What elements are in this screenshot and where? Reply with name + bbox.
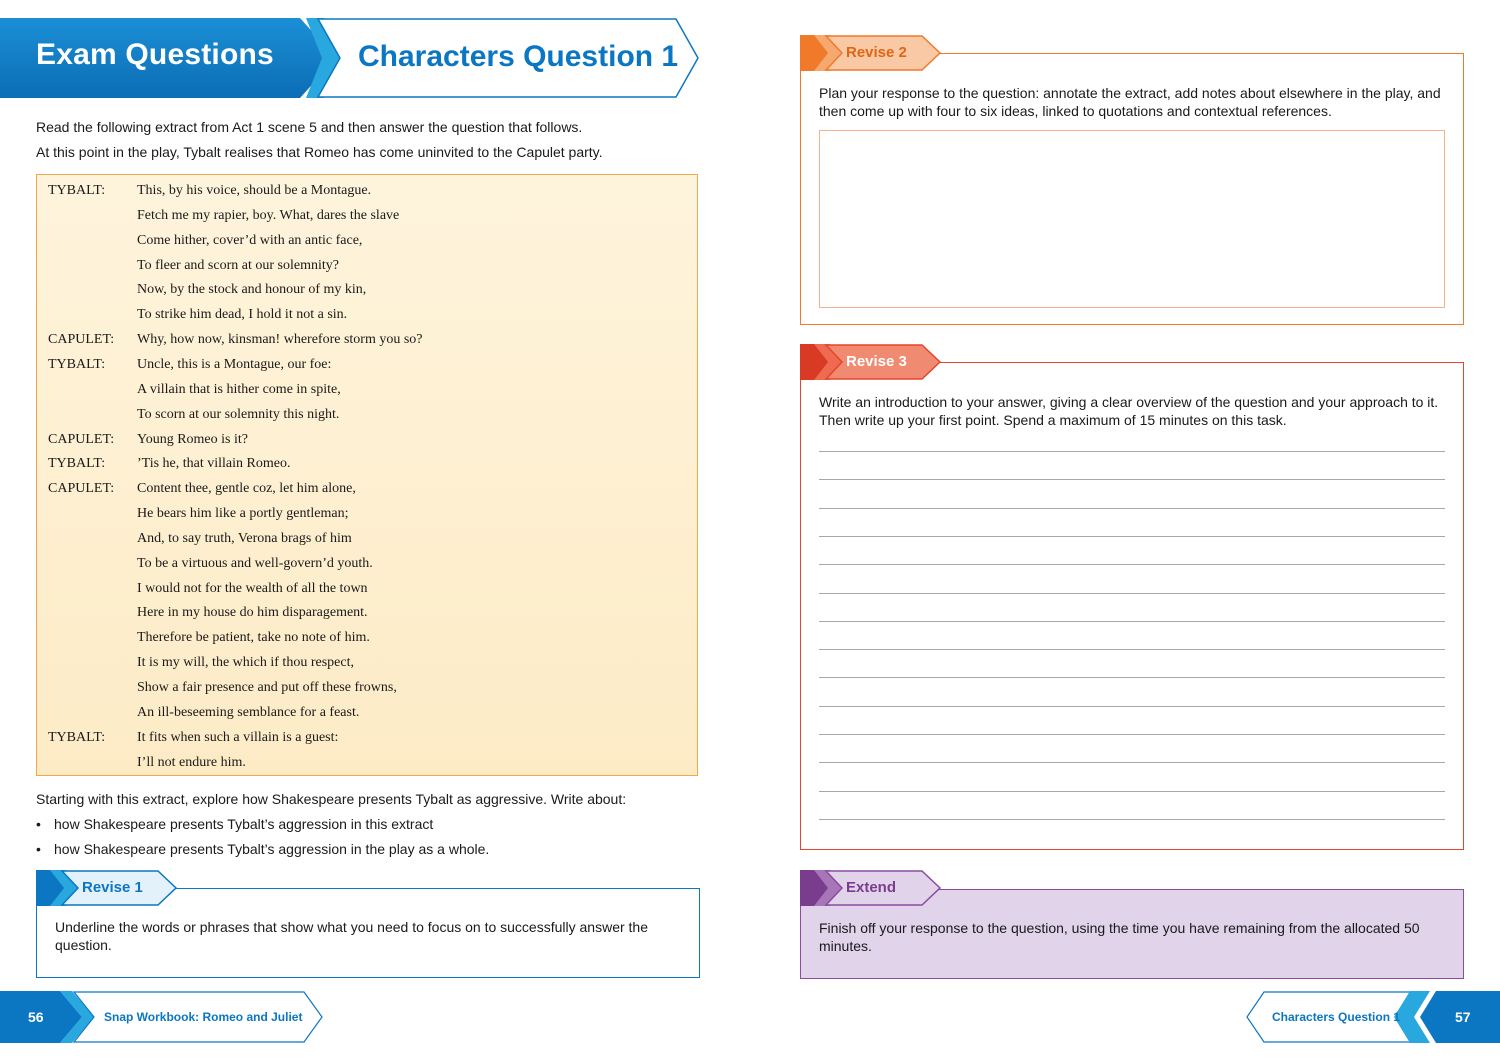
bullet-text: how Shakespeare presents Tybalt’s aggression in the play as a whole. xyxy=(54,841,490,857)
speech-text: I would not for the wealth of all the town xyxy=(137,580,368,596)
writing-line[interactable] xyxy=(819,762,1445,763)
task-intro: Starting with this extract, explore how Shakespeare presents Tybalt as aggressive. Write about: xyxy=(36,791,627,807)
extract-line xyxy=(37,278,697,303)
speaker-name: CAPULET: xyxy=(48,332,115,348)
speaker-name: TYBALT: xyxy=(48,356,106,372)
revise-3-tab xyxy=(800,344,942,380)
speaker-name: CAPULET: xyxy=(48,431,115,447)
writing-line[interactable] xyxy=(819,479,1445,480)
revise-1-label: Revise 1 xyxy=(82,879,143,896)
right-footer xyxy=(1240,991,1500,1043)
revise-2-box xyxy=(800,53,1464,325)
extract-line xyxy=(37,527,697,552)
writing-line[interactable] xyxy=(819,508,1445,509)
extract-line xyxy=(37,751,697,776)
revise-3-text: Write an introduction to your answer, giving a clear overview of the question and your approach to it. Then write up your first point. Spend a maximum of 15 minutes on this task. xyxy=(819,394,1439,428)
footer-title: Characters Question 1 xyxy=(1272,1010,1401,1024)
speech-text: ’Tis he, that villain Romeo. xyxy=(137,456,291,472)
extract-line xyxy=(37,204,697,229)
revise-3-box xyxy=(800,362,1464,850)
extract-line xyxy=(37,229,697,254)
bullet-marker: • xyxy=(36,841,41,857)
extract-line xyxy=(37,179,697,204)
speech-text: It is my will, the which if thou respect, xyxy=(137,655,354,671)
speech-text: He bears him like a portly gentleman; xyxy=(137,506,349,522)
bullet-text: how Shakespeare presents Tybalt’s aggression in this extract xyxy=(54,816,434,832)
extract-line xyxy=(37,626,697,651)
writing-line[interactable] xyxy=(819,706,1445,707)
speech-text: And, to say truth, Verona brags of him xyxy=(137,530,352,546)
speech-text: To strike him dead, I hold it not a sin. xyxy=(137,307,348,323)
bullet-item xyxy=(36,840,698,858)
page-number: 56 xyxy=(28,1009,44,1025)
extract-line xyxy=(37,353,697,378)
bullet-marker: • xyxy=(36,816,41,832)
revise-1-text: Underline the words or phrases that show what you need to focus on to successfully answer the question. xyxy=(55,919,648,953)
speaker-name: TYBALT: xyxy=(48,183,106,198)
extract-line xyxy=(37,577,697,602)
extract-line xyxy=(37,303,697,328)
speech-text: Content thee, gentle coz, let him alone, xyxy=(137,481,356,497)
extract-line xyxy=(37,403,697,428)
extract-line xyxy=(37,328,697,353)
page-title: Characters Question 1 xyxy=(358,40,679,73)
speech-text: I’ll not endure him. xyxy=(137,754,246,770)
extract-line xyxy=(37,502,697,527)
extend-text: Finish off your response to the question, using the time you have remaining from the allocated 50 minutes. xyxy=(819,920,1420,954)
writing-line[interactable] xyxy=(819,621,1445,622)
writing-line[interactable] xyxy=(819,593,1445,594)
extract-line xyxy=(37,676,697,701)
writing-line[interactable] xyxy=(819,819,1445,820)
left-page-header xyxy=(0,18,700,98)
revise-1-tab xyxy=(36,870,178,906)
left-footer xyxy=(0,991,330,1043)
speech-text: Uncle, this is a Montague, our foe: xyxy=(137,356,332,372)
speech-text: Young Romeo is it? xyxy=(137,431,248,447)
extract-line xyxy=(37,701,697,726)
speech-text: Therefore be patient, take no note of him. xyxy=(137,630,370,646)
speech-text: It fits when such a villain is a guest: xyxy=(137,729,339,745)
extract-line xyxy=(37,726,697,751)
intro-text-1: Read the following extract from Act 1 scene 5 and then answer the question that follows. xyxy=(36,119,583,135)
writing-line[interactable] xyxy=(819,451,1445,452)
writing-line[interactable] xyxy=(819,734,1445,735)
extract-line xyxy=(37,552,697,577)
speaker-name: TYBALT: xyxy=(48,729,106,745)
page-number: 57 xyxy=(1455,1009,1471,1025)
writing-line[interactable] xyxy=(819,649,1445,650)
revise-2-text: Plan your response to the question: annotate the extract, add notes about elsewhere in the play, and then come up with four to six ideas, linked to quotations and contextual references. xyxy=(819,85,1441,119)
speech-text: To fleer and scorn at our solemnity? xyxy=(137,257,339,273)
revise-3-label: Revise 3 xyxy=(846,353,907,370)
revise-2-tab xyxy=(800,35,942,71)
extract-line xyxy=(37,452,697,477)
writing-line[interactable] xyxy=(819,536,1445,537)
speech-text: An ill-beseeming semblance for a feast. xyxy=(137,704,360,720)
speech-text: Why, how now, kinsman! wherefore storm you so? xyxy=(137,332,423,348)
speech-text: Come hither, cover’d with an antic face, xyxy=(137,232,363,248)
extract-line xyxy=(37,378,697,403)
writing-line[interactable] xyxy=(819,564,1445,565)
extract-line xyxy=(37,601,697,626)
speech-text: To be a virtuous and well-govern’d youth. xyxy=(137,555,373,571)
extract-box xyxy=(36,174,698,776)
intro-text-2: At this point in the play, Tybalt realises that Romeo has come uninvited to the Capulet party. xyxy=(36,144,603,160)
speech-text: A villain that is hither come in spite, xyxy=(137,381,341,397)
planning-area[interactable] xyxy=(819,130,1445,308)
extract-line xyxy=(37,428,697,453)
page-section-title: Exam Questions xyxy=(36,38,274,71)
speech-text: Now, by the stock and honour of my kin, xyxy=(137,282,367,298)
extend-label: Extend xyxy=(846,879,897,896)
speech-text: This, by his voice, should be a Montague. xyxy=(137,183,372,198)
speech-text: Here in my house do him disparagement. xyxy=(137,605,368,621)
speech-text: Show a fair presence and put off these frowns, xyxy=(137,680,397,695)
speech-text: Fetch me my rapier, boy. What, dares the slave xyxy=(137,207,400,223)
speech-text: To scorn at our solemnity this night. xyxy=(137,406,340,422)
extract-line xyxy=(37,477,697,502)
writing-line[interactable] xyxy=(819,791,1445,792)
extend-tab xyxy=(800,870,942,906)
speaker-name: TYBALT: xyxy=(48,456,106,472)
revise-2-label: Revise 2 xyxy=(846,44,907,61)
writing-line[interactable] xyxy=(819,677,1445,678)
footer-title: Snap Workbook: Romeo and Juliet xyxy=(104,1010,303,1024)
extract-line xyxy=(37,651,697,676)
extract-line xyxy=(37,254,697,279)
bullet-item xyxy=(36,815,698,833)
speaker-name: CAPULET: xyxy=(48,481,115,497)
